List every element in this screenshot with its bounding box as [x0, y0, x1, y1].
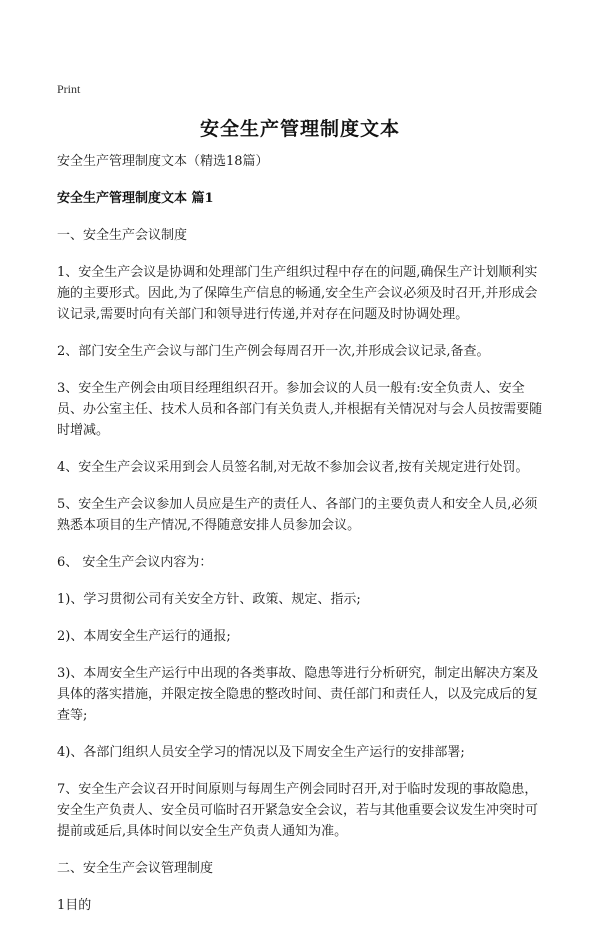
document-body [57, 151, 547, 932]
section-heading: 安全生产管理制度文本 篇1 [57, 191, 214, 206]
paragraph-meeting-system: 一、安全生产会议制度 [57, 228, 188, 243]
document-title: 安全生产管理制度文本 [199, 118, 400, 140]
paragraph-subitem-3: 3)、本周安全生产运行中出现的各类事故、隐患等进行分析研究，制定出解决方案及具体的落实措施，并限定按全隐患的整改时间、责任部门和责任人，以及完成后的复查等; [57, 666, 539, 723]
document-subtitle: 安全生产管理制度文本（精选18篇） [57, 154, 269, 169]
paragraph-item-6: 6、 安全生产会议内容为： [57, 555, 213, 570]
print-label: Print [57, 82, 81, 96]
paragraph-subitem-1: 1)、学习贯彻公司有关安全方针、政策、规定、指示; [57, 592, 361, 607]
paragraph-subitem-2: 2)、本周安全生产运行的通报; [57, 629, 231, 644]
paragraph-item-2: 2、部门安全生产会议与部门生产例会每周召开一次,并形成会议记录,备查。 [57, 344, 490, 359]
paragraph-item-5: 5、安全生产会议参加人员应是生产的责任人、各部门的主要负责人和安全人员,必须熟悉本项目的生产情况,不得随意安排人员参加会议。 [57, 497, 538, 533]
paragraph-item-4: 4、安全生产会议采用到会人员签名制,对无故不参加会议者,按有关规定进行处罚。 [57, 460, 529, 475]
paragraph-meeting-management: 二、安全生产会议管理制度 [57, 861, 214, 876]
paragraph-subitem-4: 4)、各部门组织人员安全学习的情况以及下周安全生产运行的安排部署; [57, 745, 465, 760]
paragraph-item-1: 1、安全生产会议是协调和处理部门生产组织过程中存在的问题,确保生产计划顺利实施的主要形式。因此,为了保障生产信息的畅通,安全生产会议必须及时召开,并形成会议记录,需要时向有关部门和领导进行传递,并对存在问题及时协调处理。 [57, 265, 538, 322]
paragraph-item-3: 3、安全生产例会由项目经理组织召开。参加会议的人员一般有:安全负责人、安全员、办公室主任、技术人员和各部门有关负责人,并根据有关情况对与会人员按需要随时增减。 [57, 381, 543, 438]
paragraph-purpose: 1目的 [57, 898, 92, 913]
paragraph-item-7: 7、安全生产会议召开时间原则与每周生产例会同时召开,对于临时发现的事故隐患，安全生产负责人、安全员可临时召开紧急安全会议，若与其他重要会议发生冲突时可提前或延后,具体时间以安全生产负责人通知为准。 [57, 782, 539, 839]
